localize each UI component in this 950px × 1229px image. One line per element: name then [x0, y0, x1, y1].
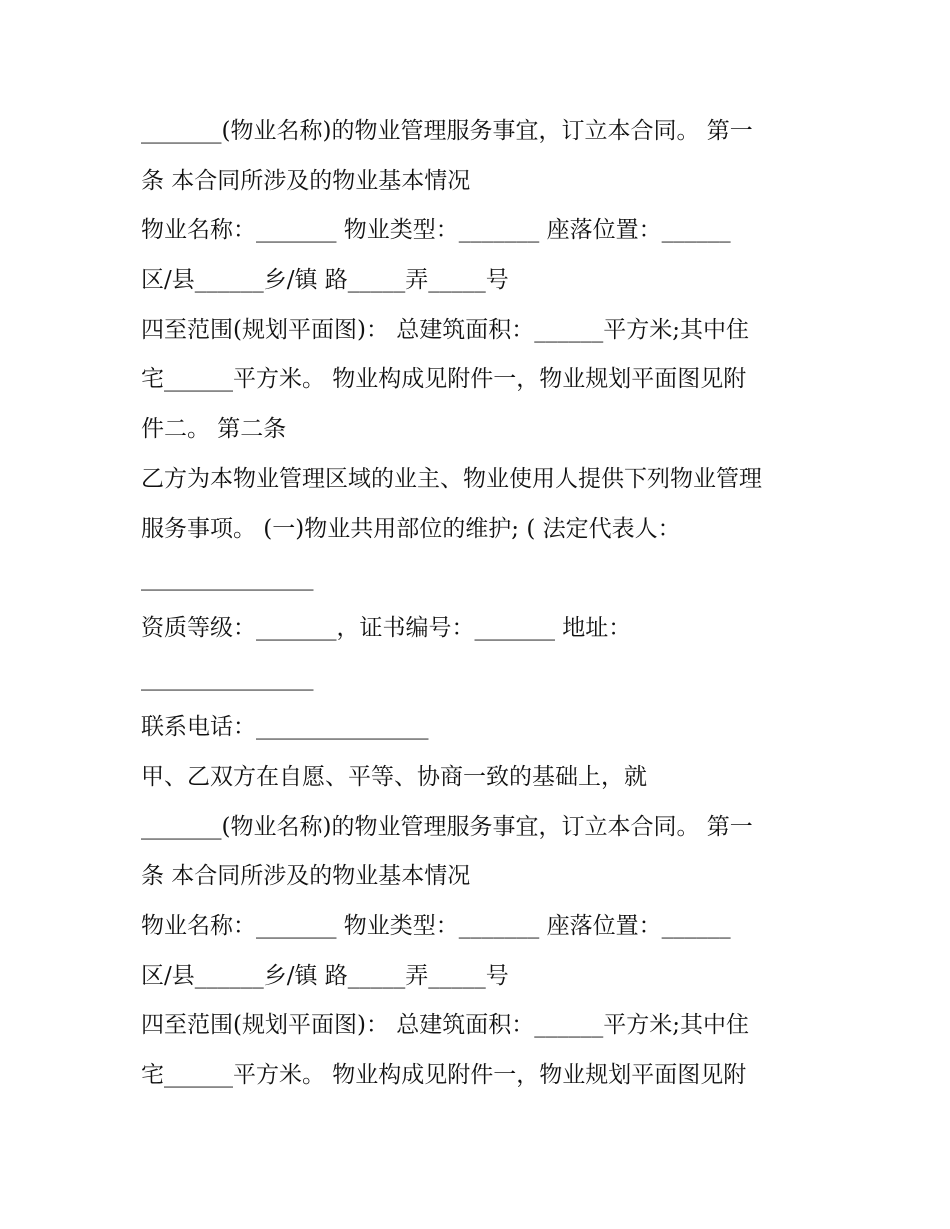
text-line: 乙方为本物业管理区域的业主、物业使用人提供下列物业管理: [141, 465, 762, 492]
text-line: 件二。 第二条: [141, 416, 287, 443]
text-line: 服务事项。 (一)物业共用部位的维护; ( 法定代表人：: [141, 515, 681, 542]
text-line: 甲、乙双方在自愿、平等、协商一致的基础上，就: [141, 763, 647, 790]
text-line: 资质等级：_______，证书编号：_______ 地址：: [141, 614, 632, 641]
text-line: 区/县______乡/镇 路_____弄_____号: [141, 962, 509, 989]
text-line: 四至范围(规划平面图)： 总建筑面积：______平方米;其中住: [141, 316, 750, 343]
text-line: 物业名称：_______ 物业类型：_______ 座落位置：______: [141, 913, 731, 939]
text-line: _______________: [141, 565, 314, 592]
contract-text-body: [141, 107, 841, 1101]
text-line: 物业名称：_______ 物业类型：_______ 座落位置：______: [141, 217, 731, 244]
text-line: 条 本合同所涉及的物业基本情况: [141, 167, 471, 194]
text-line: 四至范围(规划平面图)： 总建筑面积：______平方米;其中住: [141, 1012, 750, 1039]
text-line: 联系电话：_______________: [141, 714, 429, 741]
text-line: _______(物业名称)的物业管理服务事宜，订立本合同。 第一: [141, 118, 753, 144]
text-line: _______________: [141, 664, 314, 691]
text-line: _______(物业名称)的物业管理服务事宜，订立本合同。 第一: [141, 813, 753, 840]
text-line: 宅______平方米。 物业构成见附件一，物业规划平面图见附: [141, 366, 747, 393]
text-line: 区/县______乡/镇 路_____弄_____号: [141, 267, 509, 294]
text-line: 条 本合同所涉及的物业基本情况: [141, 863, 471, 890]
text-line: 宅______平方米。 物业构成见附件一，物业规划平面图见附: [141, 1062, 747, 1089]
